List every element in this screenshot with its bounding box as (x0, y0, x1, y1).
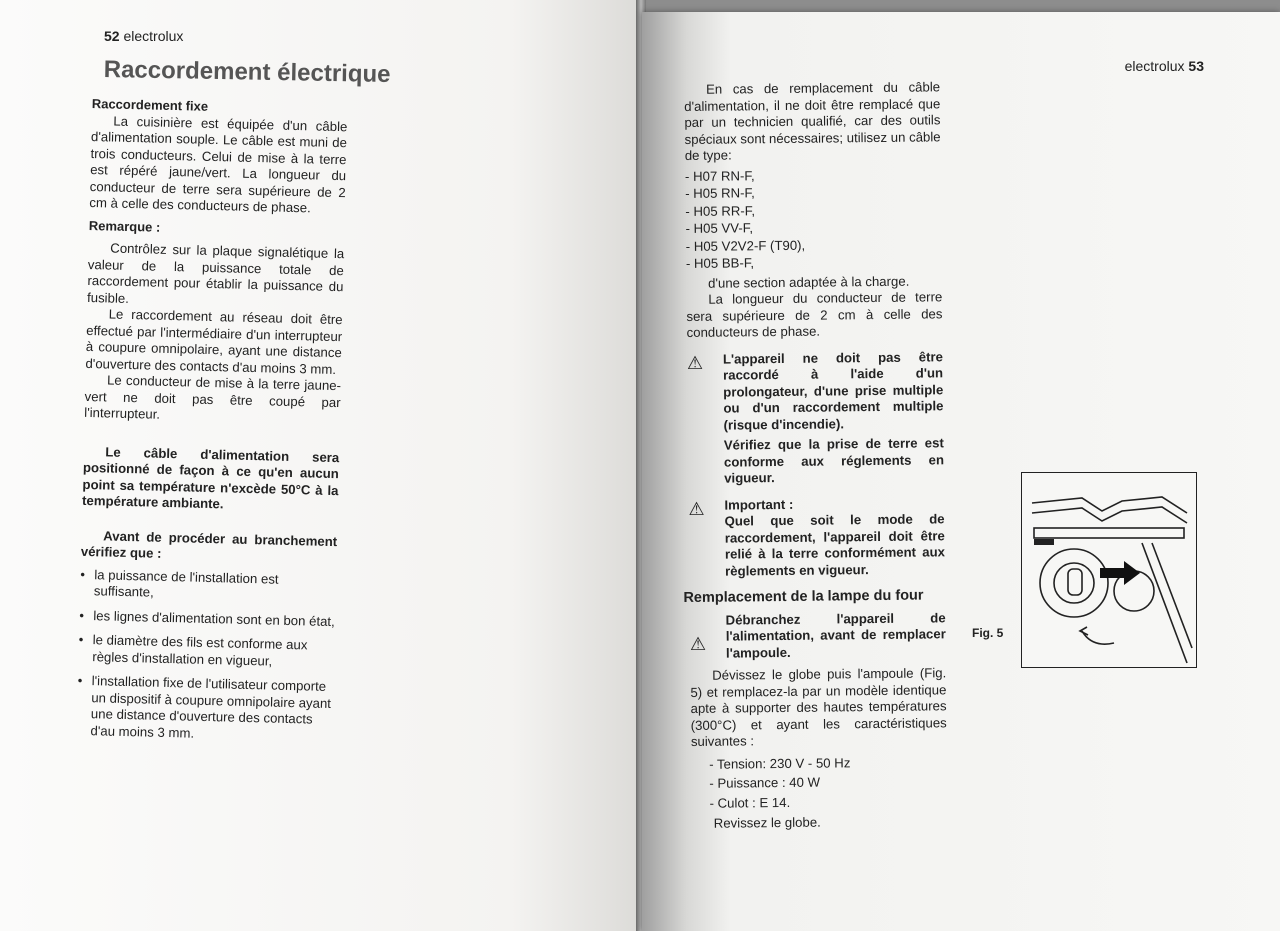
cable-type-list (685, 165, 942, 273)
page-number: 53 (1188, 58, 1204, 74)
checklist-intro: Avant de procéder au branchement vérifiez que : (80, 527, 338, 561)
checklist (76, 566, 336, 745)
list-item: - H07 RN-F, (684, 167, 755, 184)
list-item: - H05 VV-F, (685, 220, 754, 236)
warning-block-lamp (690, 610, 947, 662)
warning-triangle-icon: ⚠ (688, 498, 705, 519)
page-header-right (1125, 58, 1204, 74)
paragraph-remark-3: Le conducteur de mise à la terre jaune-vert ne doit pas être coupé par l'interrupteur. (84, 372, 342, 422)
list-item: - Culot : E 14. (709, 793, 947, 812)
page-title: Raccordement électrique (103, 56, 391, 89)
figure-label: Fig. 5 (972, 626, 1004, 640)
warning-extension-text: L'appareil ne doit pas être raccordé à l'aide d'un prolongateur, d'une prise multiple ou d'un raccordement multiple (risque d'incendie). (722, 348, 944, 433)
brand-name: electrolux (123, 28, 184, 44)
warning-block-extension (687, 349, 944, 488)
cable-warning: Le câble d'alimentation sera positionné de façon à ce qu'en aucun point sa température n'excède 50°C à la température ambiante. (81, 443, 340, 512)
list-item: - H05 BB-F, (685, 255, 755, 271)
list-item: - H05 RR-F, (685, 202, 756, 219)
list-item: - Tension: 230 V - 50 Hz (709, 754, 947, 773)
page-number: 52 (104, 28, 120, 44)
list-item: • l'installation fixe de l'utilisateur comporte un dispositif à coupure omnipolaire ayant une distance d'ouverture des contacts d'au moins 3 mm. (76, 673, 334, 745)
list-item: - H05 V2V2-F (T90), (685, 237, 806, 254)
right-page (642, 12, 1280, 931)
paragraph-replace-cable: En cas de remplacement du câble d'alimentation, il ne doit être remplacé que par un technicien qualifié, car des outils spéciaux sont nécessaires; utilisez un câble de type: (684, 79, 941, 163)
paragraph-closing: Revissez le globe. (713, 814, 821, 831)
important-label: Important : (724, 496, 794, 513)
paragraph-lamp: Dévissez le globe puis l'ampoule (Fig. 5) et remplacez-la par un modèle identique apte à supporter des hautes températures (300°C) et ayant les caractéristiques suivantes : (690, 665, 947, 749)
warning-triangle-icon: ⚠ (689, 633, 707, 654)
list-item: - Puissance : 40 W (709, 773, 947, 792)
section-heading-remark: Remarque : (88, 217, 161, 235)
list-item: • les lignes d'alimentation sont en bon état, (79, 607, 335, 630)
warning-block-important (688, 495, 945, 580)
important-text: Quel que soit le mode de raccordement, l'appareil doit être relié à la terre conformément aux règlements en vigueur. (724, 511, 946, 579)
warning-triangle-icon: ⚠ (686, 352, 704, 373)
page-header-left (104, 28, 183, 44)
warning-earth-text: Vérifiez que la prise de terre est conforme aux réglements en vigueur. (723, 435, 945, 486)
list-item: • la puissance de l'installation est suffisante, (80, 566, 337, 605)
paragraph-fixed: La cuisinière est équipée d'un câble d'alimentation souple. Le câble est muni de trois conducteurs. Celui de mise à la terre est répéré jaune/vert. La longueur du conducteur de terre sera supérieure de 2 cm à celle des conducteurs de phase. (89, 113, 348, 216)
oven-lamp-figure (1021, 472, 1197, 668)
paragraph-remark-1: Contrôlez sur la plaque signalétique la valeur de la puissance totale de raccordement pour établir la puissance du fusible. (86, 240, 345, 306)
list-item: - H05 RN-F, (685, 185, 755, 201)
left-column (76, 96, 348, 753)
paragraph-section: d'une section adaptée à la charge. (708, 273, 910, 291)
arrow-icon (1100, 561, 1140, 585)
brand-name: electrolux (1124, 58, 1185, 74)
section-heading-fixed: Raccordement fixe (91, 96, 209, 114)
lamp-warning-text: Débranchez l'appareil de l'alimentation, avant de remplacer l'ampoule. (725, 609, 946, 661)
paragraph-length: La longueur du conducteur de terre sera supérieure de 2 cm à celle des conducteurs de phase. (686, 289, 943, 340)
paragraph-remark-2: Le raccordement au réseau doit être effectué par l'intermédiaire d'un interrupteur à coupure omnipolaire, ayant une distance d'ouverture des contacts d'au moins 3 mm. (85, 306, 343, 377)
oven-lamp-illustration (1022, 473, 1196, 667)
list-item: • le diamètre des fils est conforme aux règles d'installation en vigueur, (78, 632, 335, 671)
lamp-specs-list (709, 754, 948, 812)
right-column (684, 79, 948, 832)
section-heading-lamp: Remplacement de la lampe du four (683, 587, 924, 607)
